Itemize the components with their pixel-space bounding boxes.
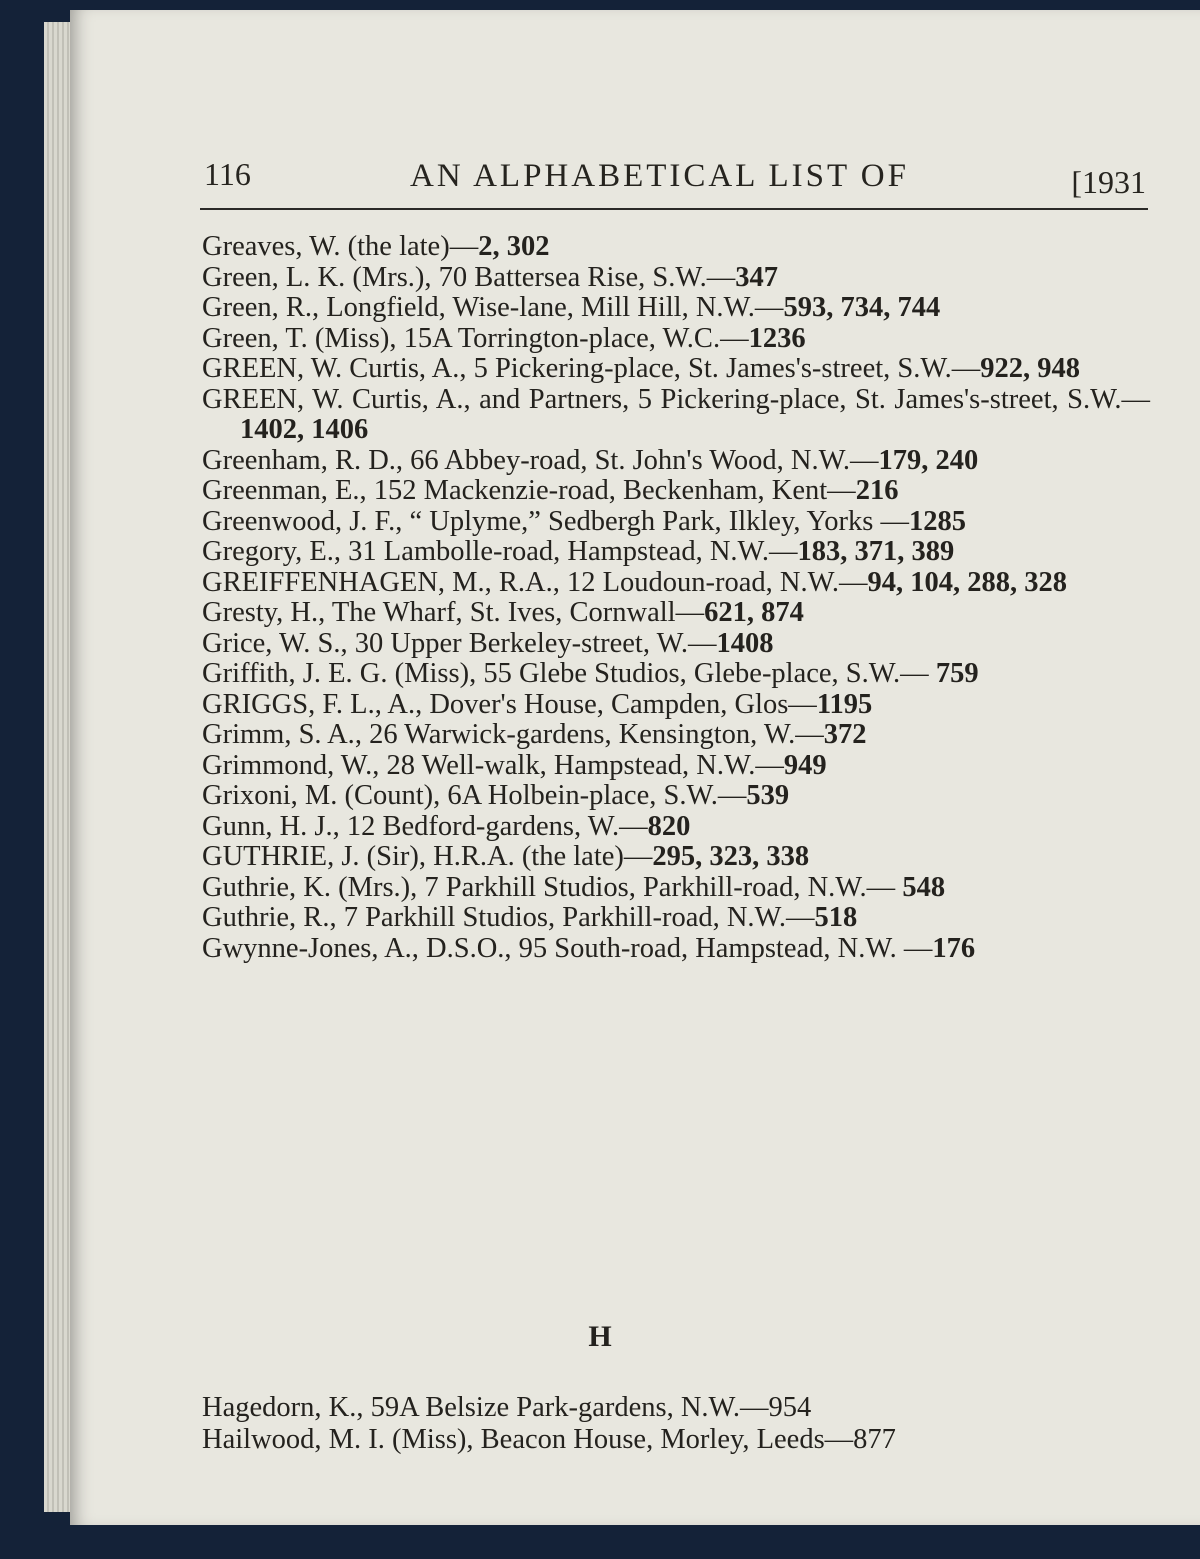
entry-pages: 179, 240 (878, 444, 979, 476)
list-item (202, 842, 1150, 873)
entry-details: , 30 Upper Berkeley-street, W.— (340, 627, 717, 659)
entry-details: (Mrs.), 70 Battersea Rise, S.W.— (345, 261, 736, 293)
entry-name: Griffith, J. E. G. (202, 658, 388, 689)
list-item (202, 934, 1150, 965)
list-item (202, 476, 1150, 507)
entry-pages: 1285 (909, 505, 966, 537)
list-item (202, 812, 1150, 843)
entry-name: Green, L. K. (202, 261, 346, 293)
list-item (202, 751, 1150, 782)
entry-name: Green, T. (202, 322, 308, 354)
entry-pages: 548 (902, 871, 946, 903)
entry-details: (Miss), 55 Glebe Studios, Glebe-place, S.W.— (387, 658, 936, 689)
entry-name: Gunn, H. J. (202, 810, 333, 842)
entry-pages: 539 (746, 780, 790, 811)
entry-name: Gregory, E. (202, 536, 334, 567)
entry-details: , R.A., 12 Loudoun-road, N.W.— (484, 566, 868, 598)
entry-list (202, 232, 1150, 964)
entry-pages: 372 (823, 719, 867, 750)
entry-pages: 183, 371, 389 (797, 536, 955, 567)
list-item (202, 354, 1150, 385)
entry-pages: 295, 323, 338 (652, 841, 810, 872)
entry-pages: 949 (783, 749, 827, 781)
book-cover-bottom (70, 1525, 1200, 1559)
entry-name: Guthrie, K. (202, 871, 332, 903)
entry-details: A., and Partners, 5 Pickering-place, St. James's-street, S.W.— (428, 383, 1150, 415)
entry-details: , 26 Warwick-gardens, Kensington, W.— (354, 719, 824, 750)
entry-name: Grimm, S. A. (202, 719, 355, 750)
entry-pages: 94, 104, 288, 328 (867, 566, 1068, 598)
entry-pages: 820 (647, 810, 691, 842)
entry-name: Guthrie, R. (202, 902, 330, 933)
entry-name: Greaves, W. (202, 231, 341, 262)
entry-name: GRIGGS, F. L. (202, 688, 375, 720)
entry-name: Green, R. (202, 292, 313, 323)
entry-details: , 12 Bedford-gardens, W.— (332, 810, 648, 842)
entry-pages: 1402, 1406 (240, 414, 369, 445)
entry-pages: 621, 874 (704, 597, 804, 628)
entry-name: Hagedorn, K. (202, 1392, 357, 1423)
entry-name: Greenwood, J. F. (202, 505, 396, 537)
entry-details: , “ Uplyme,” Sedbergh Park, Ilkley, Yorks — (395, 505, 909, 537)
list-item (202, 690, 1150, 721)
entry-pages: 347 (735, 261, 778, 293)
list-item (202, 629, 1150, 660)
list-item (202, 1392, 1150, 1424)
entry-name: GREEN, W. Curtis, (202, 353, 427, 384)
list-item (202, 507, 1150, 538)
entry-name: Gwynne-Jones, A. (202, 932, 412, 964)
entry-name: Hailwood, M. I. (202, 1424, 385, 1455)
entry-details: , Longfield, Wise-lane, Mill Hill, N.W.— (312, 292, 784, 323)
entry-details: , The Wharf, St. Ives, Cornwall— (318, 597, 705, 628)
list-item (202, 903, 1150, 934)
header-year: [1931 (1071, 164, 1146, 200)
entry-details: , D.S.O., 95 South-road, Hampstead, N.W. — (411, 932, 933, 964)
list-item (202, 293, 1150, 324)
list-item (202, 324, 1150, 355)
list-item (202, 385, 1150, 446)
entry-name: Grimmond, W. (202, 749, 373, 781)
section-letter-h: H (588, 1320, 612, 1353)
entry-pages: 922, 948 (980, 353, 1081, 384)
entry-details: A., 5 Pickering-place, St. James's-street, S.W.— (426, 353, 981, 384)
entry-details: , A., Dover's House, Campden, Glos— (374, 688, 817, 720)
list-item (202, 446, 1150, 477)
entry-details: , 31 Lambolle-road, Hampstead, N.W.— (333, 536, 798, 567)
entry-details: (Miss), 15A Torrington-place, W.C.— (307, 322, 749, 354)
entry-pages: 2, 302 (478, 231, 550, 262)
entry-details: (Mrs.), 7 Parkhill Studios, Parkhill-road, N.W.— (331, 871, 903, 903)
list-item (202, 598, 1150, 629)
entry-details: , 7 Parkhill Studios, Parkhill-road, N.W.— (329, 902, 815, 933)
entry-name: GREIFFENHAGEN, M. (202, 566, 485, 598)
entry-pages: 954 (768, 1392, 812, 1423)
entry-name: GUTHRIE, J. (202, 841, 360, 872)
list-item (202, 537, 1150, 568)
entry-name: Gresty, H. (202, 597, 319, 628)
entry-list-h (202, 1392, 1150, 1456)
entry-pages: 1408 (716, 627, 774, 659)
entry-details: , 152 Mackenzie-road, Beckenham, Kent— (359, 475, 856, 506)
page-title: AN ALPHABETICAL LIST OF (410, 158, 909, 194)
entry-pages: 176 (932, 932, 976, 964)
list-item (202, 568, 1150, 599)
entry-name: Grice, W. S. (202, 627, 341, 659)
entry-details: (Count), 6A Holbein-place, S.W.— (337, 780, 747, 811)
list-item (202, 263, 1150, 294)
entry-pages: 1236 (748, 322, 806, 354)
entry-pages: 877 (853, 1424, 896, 1455)
list-item (202, 659, 1150, 690)
entry-name: Grixoni, M. (202, 780, 338, 811)
entry-pages: 759 (935, 658, 979, 689)
entry-pages: 1195 (816, 688, 873, 720)
list-item (202, 720, 1150, 751)
entry-name: GREEN, W. Curtis, (202, 383, 429, 415)
entry-details: (the late)— (340, 231, 479, 262)
entry-details: , 28 Well-walk, Hampstead, N.W.— (372, 749, 784, 781)
list-item (202, 1424, 1150, 1456)
entry-details: , 66 Abbey-road, St. John's Wood, N.W.— (395, 444, 879, 476)
list-item (202, 873, 1150, 904)
list-item (202, 781, 1150, 812)
entry-pages: 593, 734, 744 (783, 292, 941, 323)
entry-details: (Miss), Beacon House, Morley, Leeds— (384, 1424, 854, 1455)
entry-pages: 216 (855, 475, 899, 506)
running-header (200, 152, 1148, 210)
page-number: 116 (204, 156, 251, 192)
list-item (202, 232, 1150, 263)
entry-details: , 59A Belsize Park-gardens, N.W.— (356, 1392, 769, 1423)
entry-pages: 518 (814, 902, 858, 933)
entry-name: Greenman, E. (202, 475, 360, 506)
entry-details: (Sir), H.R.A. (the late)— (359, 841, 653, 872)
entry-name: Greenham, R. D. (202, 444, 396, 476)
